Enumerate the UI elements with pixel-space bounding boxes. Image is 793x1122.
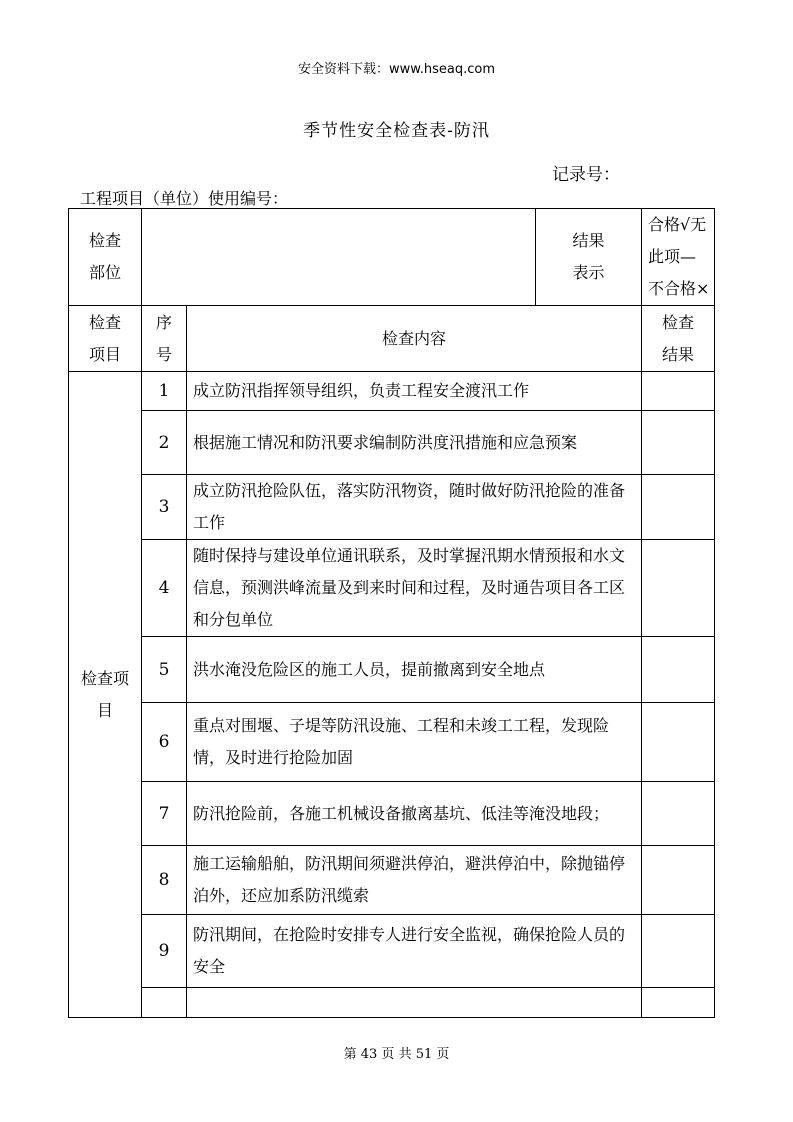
table-row [69,703,715,782]
table-row [69,411,715,475]
table-row [69,637,715,703]
result-display-value-cell: 合格√无此项— 不合格× [642,209,715,306]
row-content: 施工运输船舶，防汛期间须避洪停泊，避洪停泊中，除抛锚停泊外，还应加系防汛缆索 [187,846,642,915]
table-row [69,782,715,846]
row-seq: 2 [142,411,187,475]
page-footer: 第 43 页 共 51 页 [343,1047,450,1062]
result-display-label: 结果 表示 [572,231,605,282]
row-seq [142,988,187,1018]
table-row [69,372,715,411]
row-result[interactable] [642,372,715,411]
row-seq: 5 [142,637,187,703]
row-seq: 6 [142,703,187,782]
item-label: 检查项 目 [80,668,129,720]
col-result-header [642,306,715,372]
site-header: 安全资料下载：www.hseaq.com [298,62,495,77]
row-seq: 1 [142,372,187,411]
table-row [69,475,715,540]
row-seq: 4 [142,540,187,637]
table-row [69,846,715,915]
col-content-header [187,306,642,372]
table-row [69,540,715,637]
row-content: 洪水淹没危险区的施工人员，提前撤离到安全地点 [187,637,642,703]
row-content: 成立防汛抢险队伍，落实防汛物资，随时做好防汛抢险的准备工作 [187,475,642,540]
row-content: 防汛抢险前，各施工机械设备撤离基坑、低洼等淹没地段； [187,782,642,846]
inspection-table [68,208,715,1018]
row-result[interactable] [642,988,715,1018]
location-label: 检查 部位 [88,231,121,282]
row-result[interactable] [642,703,715,782]
col-seq-header-text: 序 号 [155,312,172,364]
row-result[interactable] [642,782,715,846]
location-label-cell [69,209,142,306]
record-number-label: 记录号： [552,165,620,185]
page-title: 季节性安全检查表-防汛 [303,121,490,141]
row-result[interactable] [642,540,715,637]
table-row [69,915,715,988]
col-item-header [69,306,142,372]
row-seq: 9 [142,915,187,988]
location-value-cell [142,209,536,306]
row-content: 成立防汛指挥领导组织，负责工程安全渡汛工作 [187,372,642,411]
row-result[interactable] [642,915,715,988]
item-label-cell [69,372,142,1018]
location-row [69,209,715,306]
col-content-header-text: 检查内容 [381,328,446,348]
row-result[interactable] [642,637,715,703]
col-item-header-text: 检查 项目 [88,312,121,364]
project-number-label: 工程项目（单位）使用编号： [80,189,289,208]
table-row [69,988,715,1018]
col-seq-header [142,306,187,372]
row-result[interactable] [642,846,715,915]
row-content: 随时保持与建设单位通讯联系，及时掌握汛期水情预报和水文信息，预测洪峰流量及到来时间和过程，及时通告项目各工区和分包单位 [187,540,642,637]
column-header-row [69,306,715,372]
row-result[interactable] [642,475,715,540]
row-content: 防汛期间，在抢险时安排专人进行安全监视，确保抢险人员的安全 [187,915,642,988]
row-result[interactable] [642,411,715,475]
row-content [187,988,642,1018]
row-seq: 8 [142,846,187,915]
row-content: 重点对围堰、子堤等防汛设施、工程和未竣工工程，发现险情，及时进行抢险加固 [187,703,642,782]
result-display-label-cell [536,209,642,306]
inspection-table-container [68,208,715,1018]
row-content: 根据施工情况和防汛要求编制防洪度汛措施和应急预案 [187,411,642,475]
row-seq: 3 [142,475,187,540]
row-seq: 7 [142,782,187,846]
col-result-header-text: 检查 结果 [661,312,694,364]
